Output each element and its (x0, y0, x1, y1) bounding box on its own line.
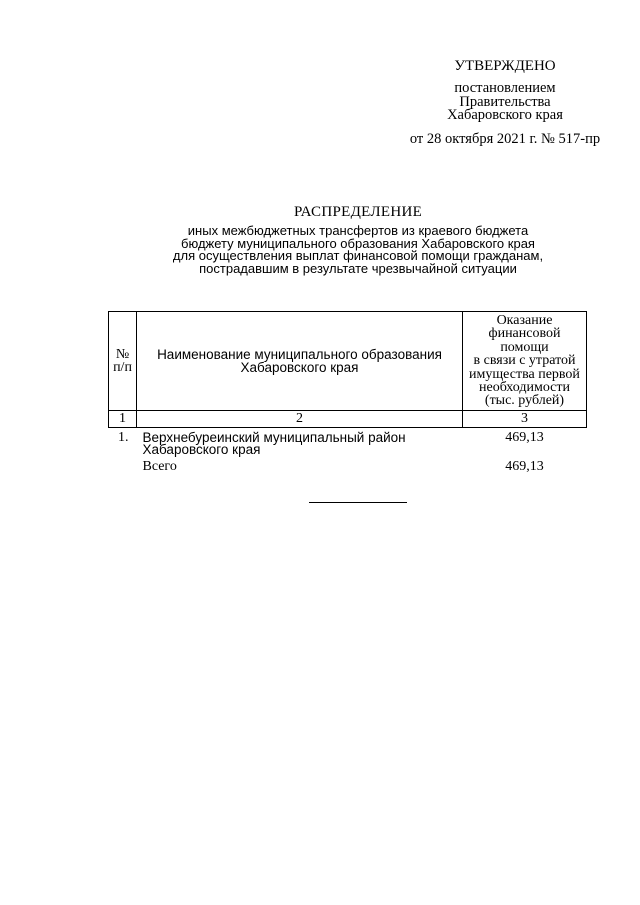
header-number (109, 312, 137, 411)
approval-stamp-title: УТВЕРЖДЕНО (454, 58, 556, 74)
decree-date: от 28 октября 2021 г. № 517-пр (409, 130, 601, 147)
column-number-2: 2 (137, 410, 463, 427)
header-name-line-1: Наименование муниципального образования (157, 346, 442, 362)
header-amount-line-3: в связи с утратой (473, 353, 576, 369)
subtitle-line-4: пострадавшим в результате чрезвычайной ситуации (199, 260, 517, 276)
total-label: Всего (142, 458, 177, 474)
header-amount (463, 312, 587, 411)
approval-line-3: Хабаровского края (447, 107, 563, 123)
subtitle-line-1: иных межбюджетных трансфертов из краевого бюджета (187, 223, 529, 238)
table-header-row (109, 312, 587, 411)
header-amount-line-1: Оказание (496, 313, 553, 328)
column-number-3: 3 (463, 410, 587, 427)
total-amount: 469,13 (505, 458, 544, 474)
approval-line-2: Правительства (459, 93, 551, 110)
header-number-line-1: № (115, 346, 130, 362)
header-amount-line-4: имущества первой (469, 366, 580, 382)
row-name-line-1: Верхнебуреинский муниципальный район (142, 429, 406, 445)
table-row (109, 427, 587, 457)
end-of-document-line (309, 502, 407, 503)
header-name-line-2: Хабаровского края (240, 359, 359, 375)
subtitle-line-2: бюджету муниципального образования Хабаровского края (181, 235, 535, 251)
subtitle-line-3: для осуществления выплат финансовой помощи гражданам, (172, 248, 544, 263)
header-amount-line-6: (тыс. рублей) (484, 393, 565, 409)
total-number-empty (109, 457, 137, 474)
row-amount: 469,13 (505, 429, 544, 445)
header-amount-line-5: необходимости (478, 380, 570, 396)
column-number-1: 1 (109, 410, 137, 427)
header-number-line-2: п/п (113, 359, 132, 375)
row-name (137, 427, 463, 457)
row-number: 1. (118, 429, 129, 445)
distribution-table (108, 311, 587, 473)
row-name-line-2: Хабаровского края (142, 442, 261, 458)
column-number-row (109, 410, 587, 427)
approval-block (390, 58, 620, 147)
total-row (109, 457, 587, 474)
header-amount-line-2: финансовой помощи (488, 326, 561, 355)
title-block (100, 204, 616, 275)
header-name (137, 312, 463, 411)
document-title: РАСПРЕДЕЛЕНИЕ (293, 204, 423, 220)
approval-line-1: постановлением (454, 80, 556, 96)
